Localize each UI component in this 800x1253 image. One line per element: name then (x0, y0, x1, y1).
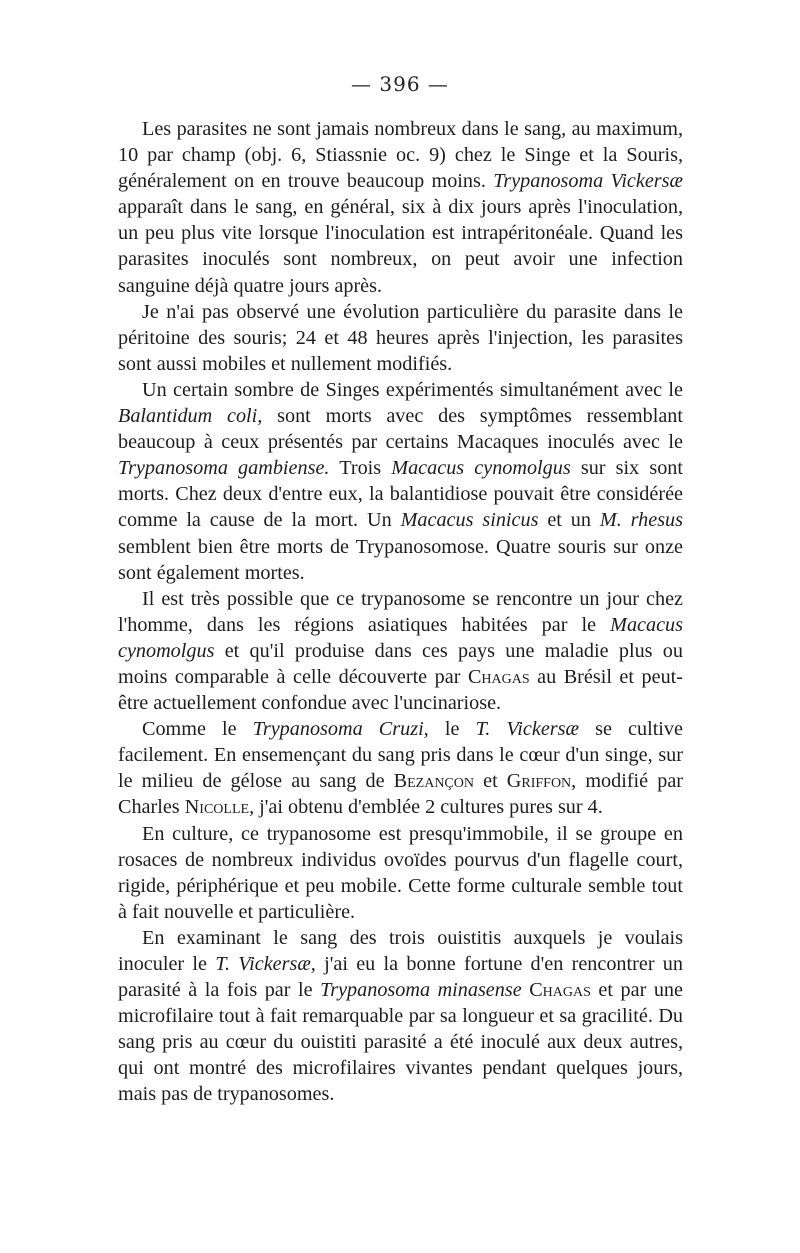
author-name: Chagas (529, 979, 591, 1002)
text-run: Il est très possible que ce trypanosome se rencontre un jour chez l'homme, dans les régions asiatiques habitées par le (118, 587, 683, 636)
body-text (118, 116, 683, 1108)
author-name: Griffon, (506, 770, 577, 793)
paragraph-5 (118, 716, 683, 820)
paragraph-4 (118, 586, 683, 716)
text-run: modifié par Charles (118, 770, 683, 819)
text-run: et par une microfilaire tout à fait remarquable par sa longueur et sa gracilité. Du sang pris au cœur du ouistiti parasité a été inoculé aux deux autres, qui ont montré des microfilaires vivantes pendant quelques jours, mais pas de trypanosomes. (118, 979, 683, 1106)
species-name: M. rhesus (599, 509, 684, 532)
text-run: j'ai obtenu d'emblée 2 cultures pures sur 4. (254, 796, 603, 819)
paragraph-3 (118, 377, 683, 586)
text-run: apparaît dans le sang, en général, six à dix jours après l'inoculation, un peu plus vite lorsque l'inoculation est intrapéritonéale. Quand les parasites inoculés sont nombreux, on peut avoir une infection sanguine déjà quatre jours après. (118, 196, 683, 297)
paragraph-6: En culture, ce trypanosome est presqu'immobile, il se groupe en rosaces de nombreux individus ovoïdes pourvus d'un flagelle court, rigide, périphérique et peu mobile. Cette forme culturale semble tout à fait nouvelle et particulière. (118, 822, 683, 923)
text-run: Les parasites ne sont jamais nombreux dans le sang, au maximum, 10 par champ (obj. 6, Stiassnie oc. 9) chez le Singe et la Souris, généralement on en trouve beaucoup moins. (118, 118, 683, 193)
species-name: T. Vickersæ (475, 718, 579, 741)
author-name: Nicolle, (184, 796, 255, 819)
text-run: En examinant le sang des trois ouistitis auxquels je voulais inoculer le (118, 926, 683, 975)
species-name: Trypanosoma Vickersæ (493, 170, 683, 193)
species-name: Trypanosoma Cruzi, (252, 718, 429, 741)
text-run: Un certain sombre de Singes expérimentés simultanément avec le (142, 378, 683, 401)
text-run: Comme le (142, 718, 253, 741)
species-name: Trypanosoma gambiense. (118, 457, 330, 480)
species-name: Balantidum coli, (118, 405, 263, 428)
species-name: Trypanosoma minasense (320, 979, 522, 1002)
species-name: Macacus cynomolgus (118, 613, 683, 662)
text-run: sur six sont morts. Chez deux d'entre eux, la balantidiose pouvait être considérée comme la cause de la mort. Un (118, 457, 684, 532)
text-run: j'ai eu la bonne fortune d'en rencontrer un parasité à la fois par le (118, 953, 683, 1002)
page-number: — 396 — (351, 72, 449, 96)
text-run: et qu'il produise dans ces pays une maladie plus ou moins comparable à celle découverte par (118, 639, 683, 688)
species-name: Macacus sinicus (400, 509, 539, 532)
paragraph-7 (118, 925, 683, 1108)
text-run: semblent bien être morts de Trypanosomose. Quatre souris sur onze sont également mortes. (118, 535, 683, 584)
text-run: et (474, 770, 507, 793)
text-run: et un (538, 509, 600, 532)
species-name: Macacus cynomolgus (391, 457, 571, 480)
paragraph-1 (118, 116, 683, 299)
text-run: sont morts avec des symptômes ressemblant beaucoup à ceux présentés par certains Macaques inoculés avec le (118, 405, 683, 454)
species-name: T. Vickersæ, (215, 953, 316, 975)
paragraph-2: Je n'ai pas observé une évolution particulière du parasite dans le péritoine des souris; 24 et 48 heures après l'injection, les parasites sont aussi mobiles et nullement modifiés. (118, 300, 683, 375)
text-run: Trois (329, 457, 392, 480)
author-name: Bezançon (393, 770, 474, 793)
text-run: se cultive facilement. En ensemençant du sang pris dans le cœur d'un singe, sur le milieu de gélose au sang de (118, 718, 683, 793)
text-run: le (428, 718, 476, 741)
author-name: Chagas (467, 665, 530, 688)
text-run: au Brésil et peut-être actuellement confondue avec l'uncinariose. (118, 665, 683, 715)
